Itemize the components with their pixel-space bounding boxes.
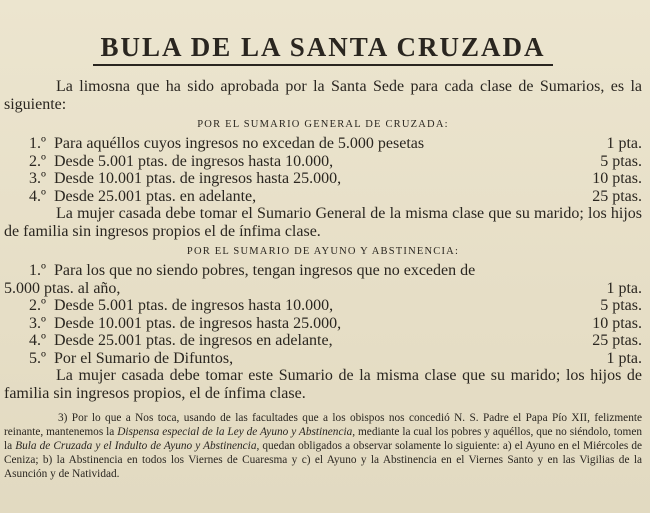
item-amount: 1 pta. (606, 135, 642, 152)
item-text: Desde 25.001 ptas. de ingresos en adelante, (54, 332, 333, 349)
item-number: 2.º (29, 297, 46, 314)
list-item (4, 262, 642, 280)
intro-paragraph: La limosna que ha sido aprobada por la Santa Sede para cada clase de Sumarios, es la siguiente: (4, 78, 642, 113)
footnote-text-3: quedan obligados a observar solamente lo siguiente: a) el Ayuno en el Miércoles de Ceniza; b) la Abstinencia en todos los Viernes de Cuaresma y c) el Ayuno y la Abstinencia en el Viernes Santo y en las Vigilias de la Asunción y de Natividad. (4, 440, 642, 480)
item-number: 5.º (29, 349, 46, 367)
item-text-line1: Para los que no siendo pobres, tengan ingresos que no exceden de (54, 262, 476, 279)
section-fasting-list (4, 262, 642, 367)
item-amount: 5 ptas. (600, 152, 642, 170)
item-text: Por el Sumario de Difuntos, (54, 349, 234, 367)
page-title: BULA DE LA SANTA CRUZADA (93, 30, 553, 66)
list-item (4, 153, 642, 171)
item-amount: 10 ptas. (592, 314, 642, 332)
section-general-list (4, 135, 642, 205)
footnote-emphasis-2: Bula de Cruzada y el Indulto de Ayuno y Abstinencia, (15, 440, 260, 452)
item-number: 4.º (29, 187, 46, 205)
item-number: 4.º (29, 332, 46, 349)
section-heading-general: POR EL SUMARIO GENERAL DE CRUZADA: (197, 119, 449, 130)
footnote-text-1: 3) Por lo que a Nos toca, usando de las facultades que a los obispos nos concedió N. S. Padre el Papa Pío XII, felizmente reinante, mantenemos la (4, 412, 642, 438)
list-item (4, 297, 642, 315)
item-number: 1.º (29, 135, 46, 152)
item-text: Desde 5.001 ptas. de ingresos hasta 10.000, (54, 297, 334, 314)
item-amount: 10 ptas. (592, 170, 642, 187)
item-text-line2: 5.000 ptas. al año, (4, 279, 121, 297)
list-item-continuation (4, 280, 642, 298)
item-number: 3.º (29, 170, 46, 187)
item-text: Desde 5.001 ptas. de ingresos hasta 10.000, (54, 152, 334, 170)
footnote-emphasis-1: Dispensa especial de la Ley de Ayuno y Abstinencia, (117, 426, 356, 438)
item-number: 1.º (29, 262, 46, 279)
item-amount: 5 ptas. (600, 297, 642, 314)
list-item (4, 332, 642, 350)
general-closing-paragraph: La mujer casada debe tomar el Sumario General de la misma clase que su marido; los hijos de familia sin ingresos propios el de ínfima clase. (4, 205, 642, 240)
section-heading-fasting: POR EL SUMARIO DE AYUNO Y ABSTINENCIA: (186, 246, 460, 257)
fasting-closing-paragraph: La mujer casada debe tomar este Sumario de la misma clase que su marido; los hijos de familia sin ingresos propios, el de ínfima clase. (4, 367, 642, 402)
item-text: Desde 10.001 ptas. de ingresos hasta 25.000, (54, 314, 342, 332)
item-number: 2.º (29, 152, 46, 170)
list-item (4, 315, 642, 333)
item-number: 3.º (29, 314, 46, 332)
footnote-paragraph (4, 411, 642, 481)
list-item (4, 188, 642, 206)
item-amount: 1 pta. (606, 279, 642, 297)
item-amount: 25 ptas. (592, 187, 642, 205)
item-text: Desde 25.001 ptas. en adelante, (54, 187, 257, 205)
item-text: Desde 10.001 ptas. de ingresos hasta 25.000, (54, 170, 342, 187)
list-item (4, 170, 642, 188)
item-text: Para aquéllos cuyos ingresos no excedan de 5.000 pesetas (54, 135, 425, 152)
list-item (4, 350, 642, 368)
list-item (4, 135, 642, 153)
footnote-text-2: mediante la cual los pobres y aquéllos, que no siéndolo, tomen la (4, 426, 642, 452)
item-amount: 25 ptas. (592, 332, 642, 349)
item-amount: 1 pta. (606, 349, 642, 367)
